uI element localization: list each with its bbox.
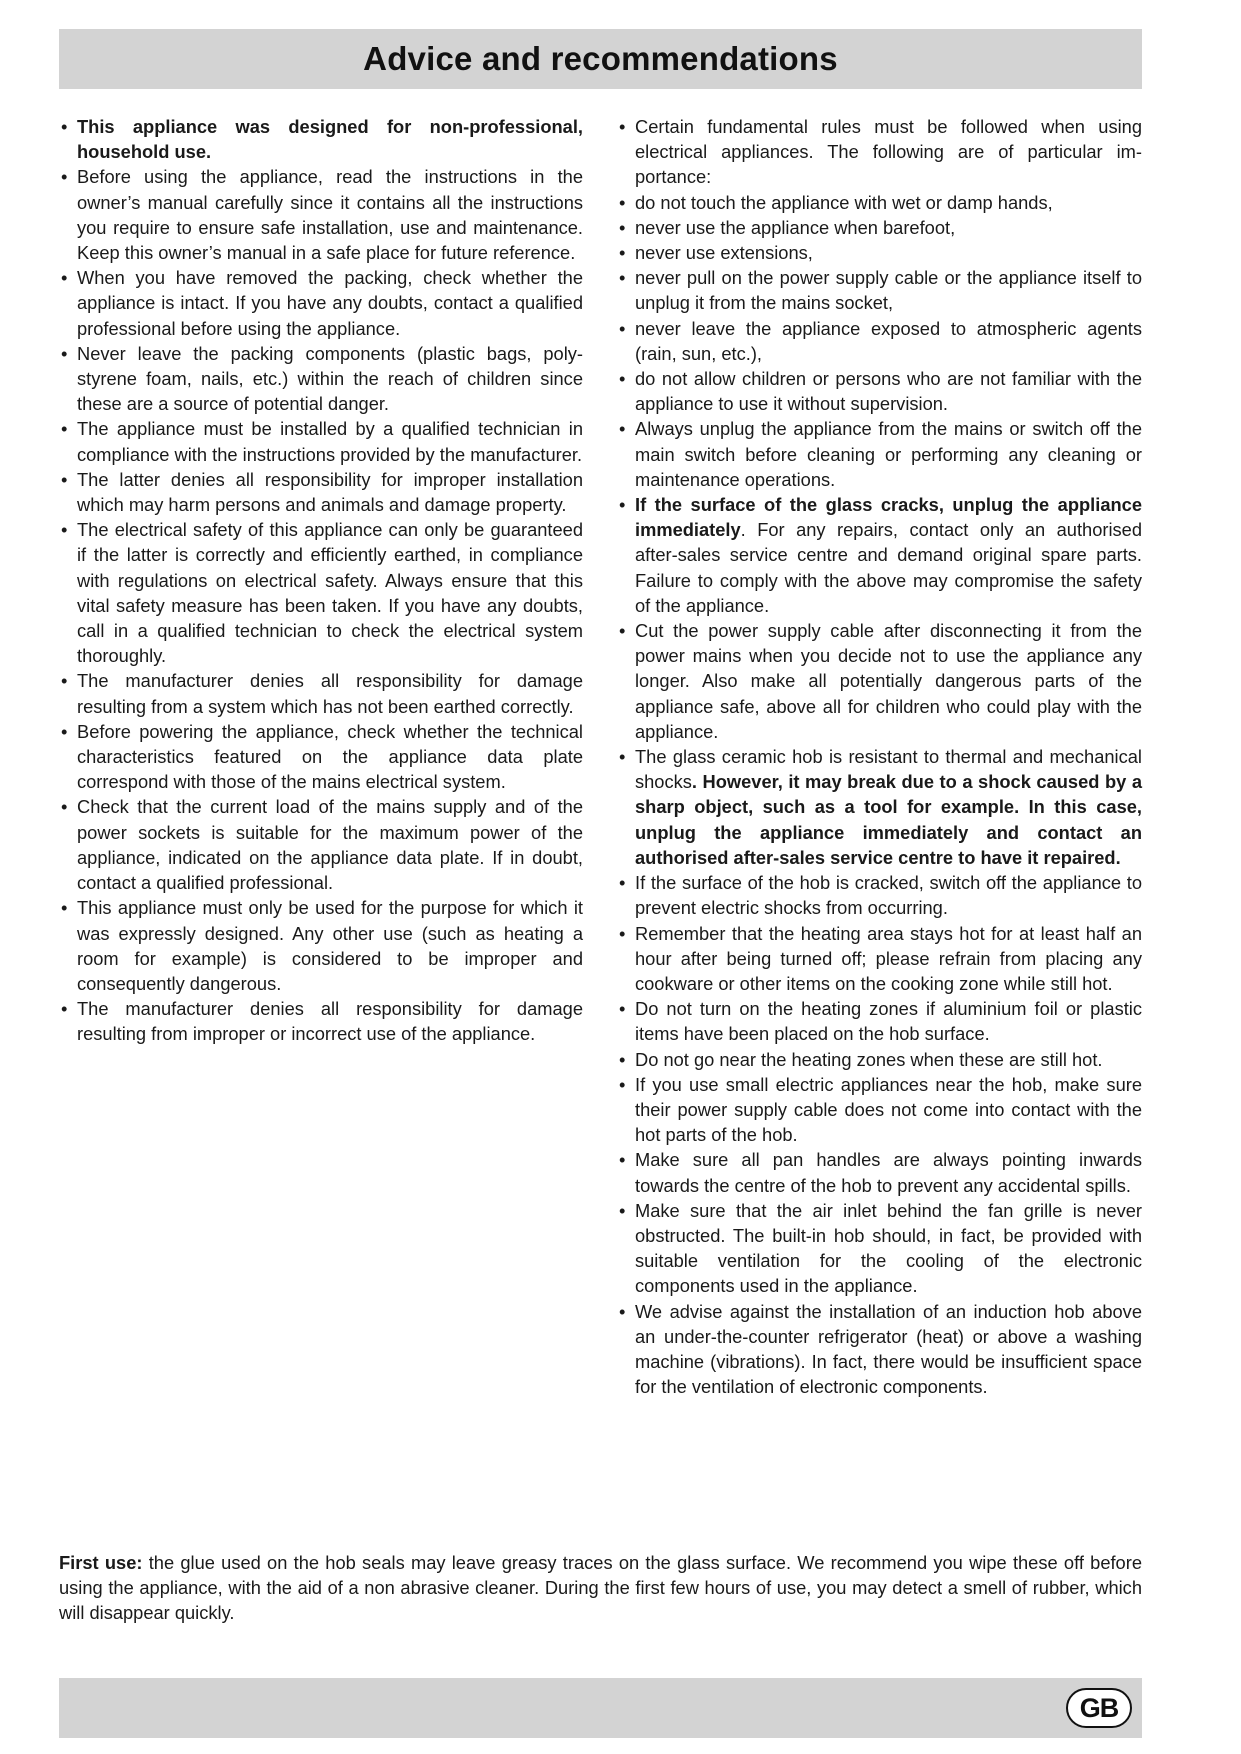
bullet-text: Never leave the packing components (plastic bags, polystyrene foam, nails, etc.) within the reach of children since these are a source of potential danger. xyxy=(77,342,583,415)
bullet-text: Check that the current load of the mains supply and of the power sockets is suitable for the maximum power of the appliance, indicated on the appliance data plate. If in doubt, contact a qualified professional. xyxy=(77,796,583,894)
bullet-text: do not touch the appliance with wet or damp hands, xyxy=(635,191,1053,213)
bullet-text: If you use small electric appliances near the hob, make sure their power supply cable does not come into contact with the hot parts of the hob. xyxy=(635,1073,1142,1146)
right-bullet-item xyxy=(617,1198,1142,1299)
left-bullet-item xyxy=(59,114,583,164)
bullet-text: When you have removed the packing, check whether the appliance is intact. If you have any doubts, contact a qualified professional before using the appliance. xyxy=(77,267,583,339)
header-bar xyxy=(59,29,1142,89)
right-bullet-item xyxy=(617,744,1142,870)
bullet-text: Before using the appliance, read the instructions in the owner’s manual carefully since it contains all the instructions you require to ensure safe installation, use and maintenance. Keep this owner’s manual in a safe place for future reference. xyxy=(77,166,583,264)
right-bullet-item xyxy=(617,870,1142,920)
right-bullet-item xyxy=(617,1072,1142,1148)
right-bullet-item xyxy=(617,492,1142,618)
right-bullet-item xyxy=(617,416,1142,492)
bullet-text: never pull on the power supply cable or the appliance itself to unplug it from the mains socket, xyxy=(635,267,1142,314)
bullet-text: . For any repairs, contact only an authorised after-sales service centre and demand original spare parts. Failure to comply with the above may compromise the safety of the appliance. xyxy=(635,519,1142,616)
language-badge: GB xyxy=(1066,1688,1132,1728)
bullet-text: never leave the appliance exposed to atmospheric agents (rain, sun, etc.), xyxy=(635,317,1142,364)
bullet-text: The appliance must be installed by a qualified technician in compliance with the instructions provided by the manufacturer. xyxy=(77,418,583,465)
left-bullet-item xyxy=(59,794,583,895)
bullet-text: never use extensions, xyxy=(635,242,813,264)
bullet-text: Make sure that the air inlet behind the fan grille is never obstructed. The built-in hob should, in fact, be provided with suitable ventilation for the cooling of the electronic components used in the appliance. xyxy=(635,1199,1142,1297)
left-bullet-item xyxy=(59,341,583,417)
right-bullet-item xyxy=(617,1047,1142,1072)
left-bullet-item xyxy=(59,668,583,718)
right-bullet-item xyxy=(617,1147,1142,1197)
first-use-label: First use: xyxy=(59,1552,143,1573)
left-bullet-item xyxy=(59,467,583,517)
bullet-text: Remember that the heating area stays hot for at least half an hour after being turned off; please refrain from placing any cookware or other items on the cooking zone while still hot. xyxy=(635,922,1142,994)
left-bullet-item xyxy=(59,719,583,795)
bullet-bold-text: This appliance was designed for non-professional, household use. xyxy=(77,116,583,163)
bullet-text: Always unplug the appliance from the mains or switch off the main switch before cleaning or performing any cleaning or maintenance operations. xyxy=(635,418,1142,490)
bullet-text: The manufacturer denies all responsibility for damage resulting from a system which has not been earthed correctly. xyxy=(77,670,583,717)
right-bullet-item xyxy=(617,996,1142,1046)
first-use-paragraph xyxy=(59,1550,1142,1626)
left-bullet-item xyxy=(59,895,583,996)
bullet-text: We advise against the installation of an induction hob above an under-the-counter refrigerator (heat) or above a washing machine (vibrations). In fact, there would be insufficient space for the ventilation of electronic components. xyxy=(635,1300,1142,1398)
bullet-text: The electrical safety of this appliance can only be guaranteed if the latter is correctly and efficiently earthed, in compliance with regulations on electrical safety. Always ensure that this vital safety measure has been taken. If you have any doubts, call in a qualified technician to check the electrical system thoroughly. xyxy=(77,519,583,667)
bullet-text: Make sure all pan handles are always pointing inwards towards the centre of the hob to prevent any accidental spills. xyxy=(635,1149,1142,1196)
right-bullet-item xyxy=(617,618,1142,744)
bullet-text: Do not go near the heating zones when these are still hot. xyxy=(635,1048,1103,1070)
bullet-text: The glass ceramic hob is resistant to thermal and mechanical shocks xyxy=(635,746,1142,793)
right-bullet-item xyxy=(617,1299,1142,1400)
bullet-text: If the surface of the hob is cracked, switch off the appliance to prevent electric shocks from occurring. xyxy=(635,872,1142,919)
right-bullet-item xyxy=(617,240,1142,265)
right-bullet-item xyxy=(617,265,1142,315)
right-bullet-item xyxy=(617,215,1142,240)
left-bullet-item xyxy=(59,517,583,668)
bullet-text: Certain fundamental rules must be followed when using electrical appliances. The following are of particular importance: xyxy=(635,116,1142,188)
bullet-text: The manufacturer denies all responsibility for damage resulting from improper or incorrect use of the appliance. xyxy=(77,998,583,1045)
bullet-text: never use the appliance when barefoot, xyxy=(635,216,956,238)
bullet-text: Cut the power supply cable after disconnecting it from the power mains when you decide not to use the appliance any longer. Also make all potentially dangerous parts of the appliance safe, above all for children who could play with the appliance. xyxy=(635,620,1142,742)
left-column xyxy=(59,114,583,1047)
right-column xyxy=(617,114,1142,1399)
bullet-bold-text: If the surface of the glass cracks, unplug the appliance immediately xyxy=(635,494,1142,541)
bullet-text: Do not turn on the heating zones if aluminium foil or plastic items have been placed on the hob surface. xyxy=(635,998,1142,1045)
left-bullet-item xyxy=(59,996,583,1046)
right-bullet-item xyxy=(617,921,1142,997)
right-bullet-item xyxy=(617,316,1142,366)
right-bullet-item xyxy=(617,190,1142,215)
right-bullet-item xyxy=(617,114,1142,190)
bullet-bold-text: . However, it may break due to a shock caused by a sharp object, such as a tool for example. In this case, unplug the appliance immediately and contact an authorised after-sales service centre to have it repaired. xyxy=(635,771,1142,868)
left-bullet-item xyxy=(59,416,583,466)
right-bullet-item xyxy=(617,366,1142,416)
bullet-text: Before powering the appliance, check whether the technical characteristics featured on the appliance data plate correspond with those of the mains electrical system. xyxy=(77,720,583,793)
bullet-text: The latter denies all responsibility for improper installation which may harm persons and animals and damage property. xyxy=(77,468,583,516)
left-bullet-item xyxy=(59,265,583,341)
bullet-text: do not allow children or persons who are not familiar with the appliance to use it without supervision. xyxy=(635,368,1142,415)
page-title: Advice and recommendations xyxy=(363,40,838,77)
first-use-text: the glue used on the hob seals may leave greasy traces on the glass surface. We recommend you wipe these off before using the appliance, with the aid of a non abrasive cleaner. During the first few hours of use, you may detect a smell of rubber, which will disappear quickly. xyxy=(59,1552,1142,1624)
left-bullet-item xyxy=(59,164,583,265)
bullet-text: This appliance must only be used for the purpose for which it was expressly designed. Any other use (such as heating a room for example) is considered to be improper and consequently dangerous. xyxy=(77,897,583,994)
footer-bar xyxy=(59,1678,1142,1738)
